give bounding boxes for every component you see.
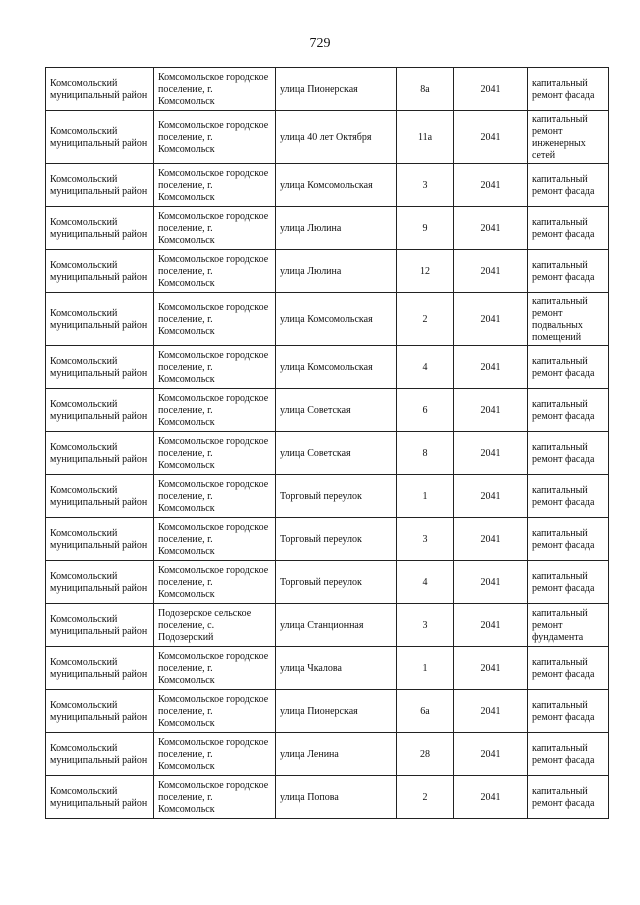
district-cell: Комсомольский муниципальный район [46,293,154,346]
district-cell: Комсомольский муниципальный район [46,518,154,561]
work-type-cell: капитальный ремонт фасада [528,250,609,293]
settlement-cell: Комсомольское городское поселение, г. Комсомольск [154,647,276,690]
table-row [46,690,609,733]
year-cell: 2041 [454,293,528,346]
house-cell: 9 [397,207,454,250]
house-cell: 6а [397,690,454,733]
settlement-cell: Комсомольское городское поселение, г. Комсомольск [154,475,276,518]
street-cell: улица Чкалова [276,647,397,690]
year-cell: 2041 [454,690,528,733]
district-cell: Комсомольский муниципальный район [46,250,154,293]
street-cell: улица Комсомольская [276,346,397,389]
table-row [46,346,609,389]
year-cell: 2041 [454,733,528,776]
street-cell: улица Комсомольская [276,164,397,207]
work-type-cell: капитальный ремонт фасада [528,475,609,518]
year-cell: 2041 [454,518,528,561]
street-cell: улица Станционная [276,604,397,647]
street-cell: улица Люлина [276,207,397,250]
year-cell: 2041 [454,164,528,207]
year-cell: 2041 [454,111,528,164]
year-cell: 2041 [454,68,528,111]
district-cell: Комсомольский муниципальный район [46,647,154,690]
district-cell: Комсомольский муниципальный район [46,389,154,432]
district-cell: Комсомольский муниципальный район [46,68,154,111]
district-cell: Комсомольский муниципальный район [46,776,154,819]
work-type-cell: капитальный ремонт фасада [528,518,609,561]
page-number: 729 [309,36,331,51]
year-cell: 2041 [454,250,528,293]
district-cell: Комсомольский муниципальный район [46,604,154,647]
settlement-cell: Подозерское сельское поселение, с. Подозерский [154,604,276,647]
work-type-cell: капитальный ремонт фасада [528,346,609,389]
work-type-cell: капитальный ремонт фундамента [528,604,609,647]
table-row [46,164,609,207]
street-cell: улица Пионерская [276,690,397,733]
district-cell: Комсомольский муниципальный район [46,432,154,475]
year-cell: 2041 [454,475,528,518]
work-type-cell: капитальный ремонт фасада [528,164,609,207]
settlement-cell: Комсомольское городское поселение, г. Комсомольск [154,561,276,604]
year-cell: 2041 [454,346,528,389]
house-cell: 6 [397,389,454,432]
year-cell: 2041 [454,647,528,690]
settlement-cell: Комсомольское городское поселение, г. Комсомольск [154,733,276,776]
work-type-cell: капитальный ремонт фасада [528,432,609,475]
work-type-cell: капитальный ремонт фасада [528,561,609,604]
house-cell: 4 [397,346,454,389]
street-cell: Торговый переулок [276,475,397,518]
house-cell: 3 [397,164,454,207]
street-cell: улица Советская [276,389,397,432]
settlement-cell: Комсомольское городское поселение, г. Комсомольск [154,518,276,561]
table-row [46,111,609,164]
street-cell: Торговый переулок [276,518,397,561]
year-cell: 2041 [454,776,528,819]
street-cell: улица Пионерская [276,68,397,111]
settlement-cell: Комсомольское городское поселение, г. Комсомольск [154,68,276,111]
settlement-cell: Комсомольское городское поселение, г. Комсомольск [154,111,276,164]
house-cell: 12 [397,250,454,293]
settlement-cell: Комсомольское городское поселение, г. Комсомольск [154,432,276,475]
district-cell: Комсомольский муниципальный район [46,690,154,733]
work-type-cell: капитальный ремонт фасада [528,389,609,432]
year-cell: 2041 [454,432,528,475]
table-row [46,561,609,604]
year-cell: 2041 [454,561,528,604]
house-cell: 1 [397,647,454,690]
house-cell: 4 [397,561,454,604]
house-cell: 1 [397,475,454,518]
settlement-cell: Комсомольское городское поселение, г. Комсомольск [154,293,276,346]
table-row [46,776,609,819]
street-cell: улица Ленина [276,733,397,776]
house-cell: 8 [397,432,454,475]
district-cell: Комсомольский муниципальный район [46,346,154,389]
table-row [46,604,609,647]
table-row [46,475,609,518]
table-row [46,207,609,250]
district-cell: Комсомольский муниципальный район [46,164,154,207]
house-cell: 3 [397,604,454,647]
street-cell: улица Попова [276,776,397,819]
work-type-cell: капитальный ремонт подвальных помещений [528,293,609,346]
table-row [46,293,609,346]
settlement-cell: Комсомольское городское поселение, г. Комсомольск [154,250,276,293]
work-type-cell: капитальный ремонт фасада [528,776,609,819]
work-type-cell: капитальный ремонт фасада [528,68,609,111]
house-cell: 8а [397,68,454,111]
street-cell: Торговый переулок [276,561,397,604]
repair-registry-table [45,67,609,819]
year-cell: 2041 [454,389,528,432]
work-type-cell: капитальный ремонт фасада [528,690,609,733]
house-cell: 2 [397,293,454,346]
work-type-cell: капитальный ремонт фасада [528,647,609,690]
house-cell: 28 [397,733,454,776]
street-cell: улица Советская [276,432,397,475]
street-cell: улица Комсомольская [276,293,397,346]
settlement-cell: Комсомольское городское поселение, г. Комсомольск [154,207,276,250]
house-cell: 11а [397,111,454,164]
table-row [46,518,609,561]
table-row [46,733,609,776]
table-row [46,389,609,432]
district-cell: Комсомольский муниципальный район [46,111,154,164]
district-cell: Комсомольский муниципальный район [46,561,154,604]
district-cell: Комсомольский муниципальный район [46,207,154,250]
table-row [46,68,609,111]
year-cell: 2041 [454,604,528,647]
settlement-cell: Комсомольское городское поселение, г. Комсомольск [154,389,276,432]
work-type-cell: капитальный ремонт фасада [528,207,609,250]
district-cell: Комсомольский муниципальный район [46,733,154,776]
settlement-cell: Комсомольское городское поселение, г. Комсомольск [154,346,276,389]
house-cell: 2 [397,776,454,819]
settlement-cell: Комсомольское городское поселение, г. Комсомольск [154,164,276,207]
settlement-cell: Комсомольское городское поселение, г. Комсомольск [154,690,276,733]
work-type-cell: капитальный ремонт фасада [528,733,609,776]
table-row [46,432,609,475]
work-type-cell: капитальный ремонт инженерных сетей [528,111,609,164]
street-cell: улица Люлина [276,250,397,293]
street-cell: улица 40 лет Октября [276,111,397,164]
table-row [46,250,609,293]
table-row [46,647,609,690]
settlement-cell: Комсомольское городское поселение, г. Комсомольск [154,776,276,819]
district-cell: Комсомольский муниципальный район [46,475,154,518]
house-cell: 3 [397,518,454,561]
year-cell: 2041 [454,207,528,250]
